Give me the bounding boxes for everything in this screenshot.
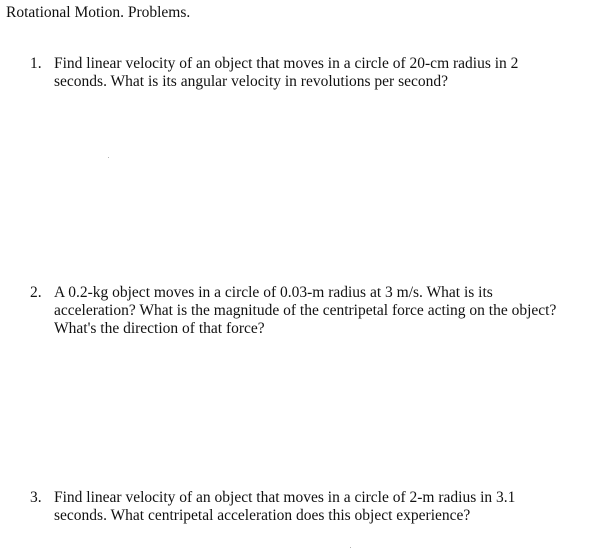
- problem-text: A 0.2-kg object moves in a circle of 0.03-m radius at 3 m/s. What is its acceleration? What is the magnitude of the centripetal force acting on the object? What's the direction of that force?: [54, 284, 557, 337]
- problem-number: 3.: [30, 489, 42, 506]
- problem-text: Find linear velocity of an object that moves in a circle of 20-cm radius in 2 seconds. What is its angular velocity in revolutions per second?: [54, 55, 519, 90]
- problem-item: [30, 489, 590, 525]
- scan-speck: [350, 547, 351, 548]
- page-title: Rotational Motion. Problems.: [6, 4, 191, 21]
- scan-speck: [108, 157, 109, 158]
- problem-item: [30, 284, 590, 338]
- problem-number: 2.: [30, 284, 42, 301]
- problem-item: [30, 55, 590, 91]
- problem-text: Find linear velocity of an object that moves in a circle of 2-m radius in 3.1 seconds. What centripetal acceleration does this object experience?: [54, 489, 516, 524]
- problem-number: 1.: [30, 55, 42, 72]
